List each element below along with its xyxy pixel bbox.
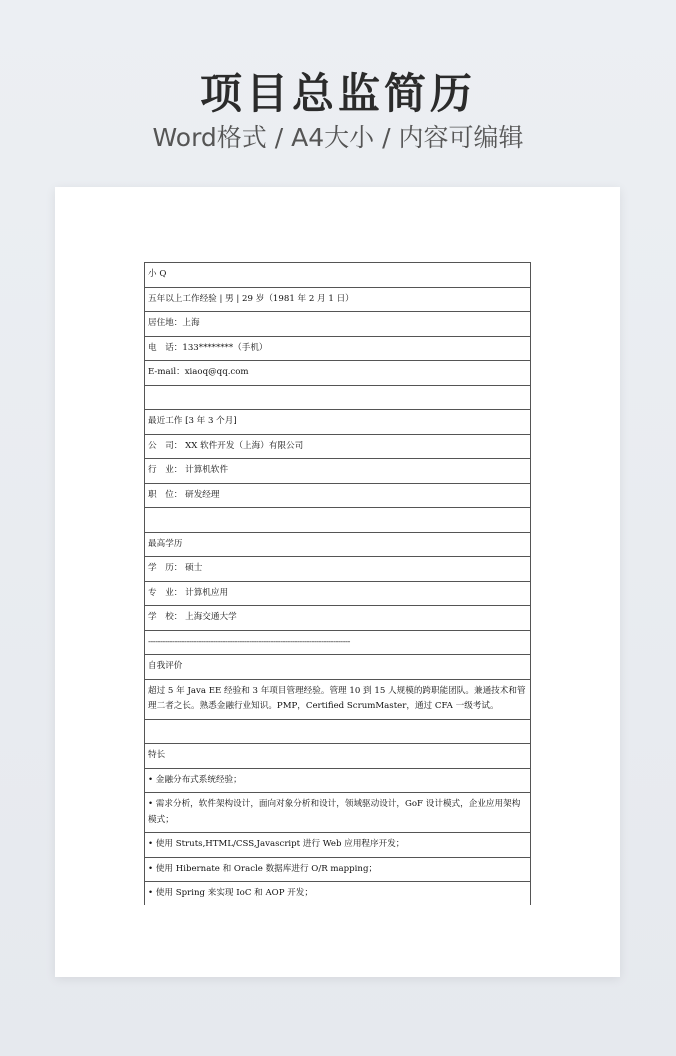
education-heading: 最高学历 [145,533,530,558]
resume-industry: 行 业： 计算机软件 [145,459,530,484]
page-subtitle: Word格式 / A4大小 / 内容可编辑 [152,123,524,152]
strength-item: • 需求分析，软件架构设计，面向对象分析和设计，领域驱动设计，GoF 设计模式，企业应用架构模式； [145,793,530,833]
page-title: 项目总监简历 [199,69,476,118]
resume-email: E-mail：xiaoq@qq.com [145,361,530,386]
document-page [55,187,620,977]
strength-item: • 使用 Spring 来实现 IoC 和 AOP 开发； [148,888,313,898]
resume-phone: 电 话：133********（手机） [145,337,530,362]
resume-empty-row [145,720,530,745]
resume-table [144,262,531,905]
recent-job-heading: 最近工作 [3 年 3 个月] [145,410,530,435]
strength-item: • 使用 Struts,HTML/CSS,Javascript 进行 Web 应用程序开发； [145,833,530,858]
resume-major: 专 业： 计算机应用 [145,582,530,607]
resume-name: 小 Q [145,263,530,288]
resume-school: 学 校： 上海交通大学 [145,606,530,631]
resume-empty-row [145,386,530,411]
strengths-heading: 特长 [145,744,530,769]
resume-empty-row [145,508,530,533]
resume-company: 公 司： XX 软件开发（上海）有限公司 [145,435,530,460]
self-eval-heading: 自我评价 [145,655,530,680]
self-eval-text: 超过 5 年 Java EE 经验和 3 年项目管理经验。管理 10 到 15 人规模的跨职能团队。兼通技术和管理二者之长。熟悉金融行业知识。PMP，Certified ScrumMaster，通过 CFA 一级考试。 [145,680,530,720]
resume-location: 居住地：上海 [145,312,530,337]
resume-degree: 学 历： 硕士 [145,557,530,582]
resume-experience: 五年以上工作经验 | 男 | 29 岁（1981 年 2 月 1 日） [145,288,530,313]
strength-item: • 金融分布式系统经验； [145,769,530,794]
section-divider: ------------------------------------------------------------------------------------ [145,631,530,656]
strength-item: • 使用 Hibernate 和 Oracle 数据库进行 O/R mapping； [145,858,530,883]
resume-position: 职 位： 研发经理 [145,484,530,509]
